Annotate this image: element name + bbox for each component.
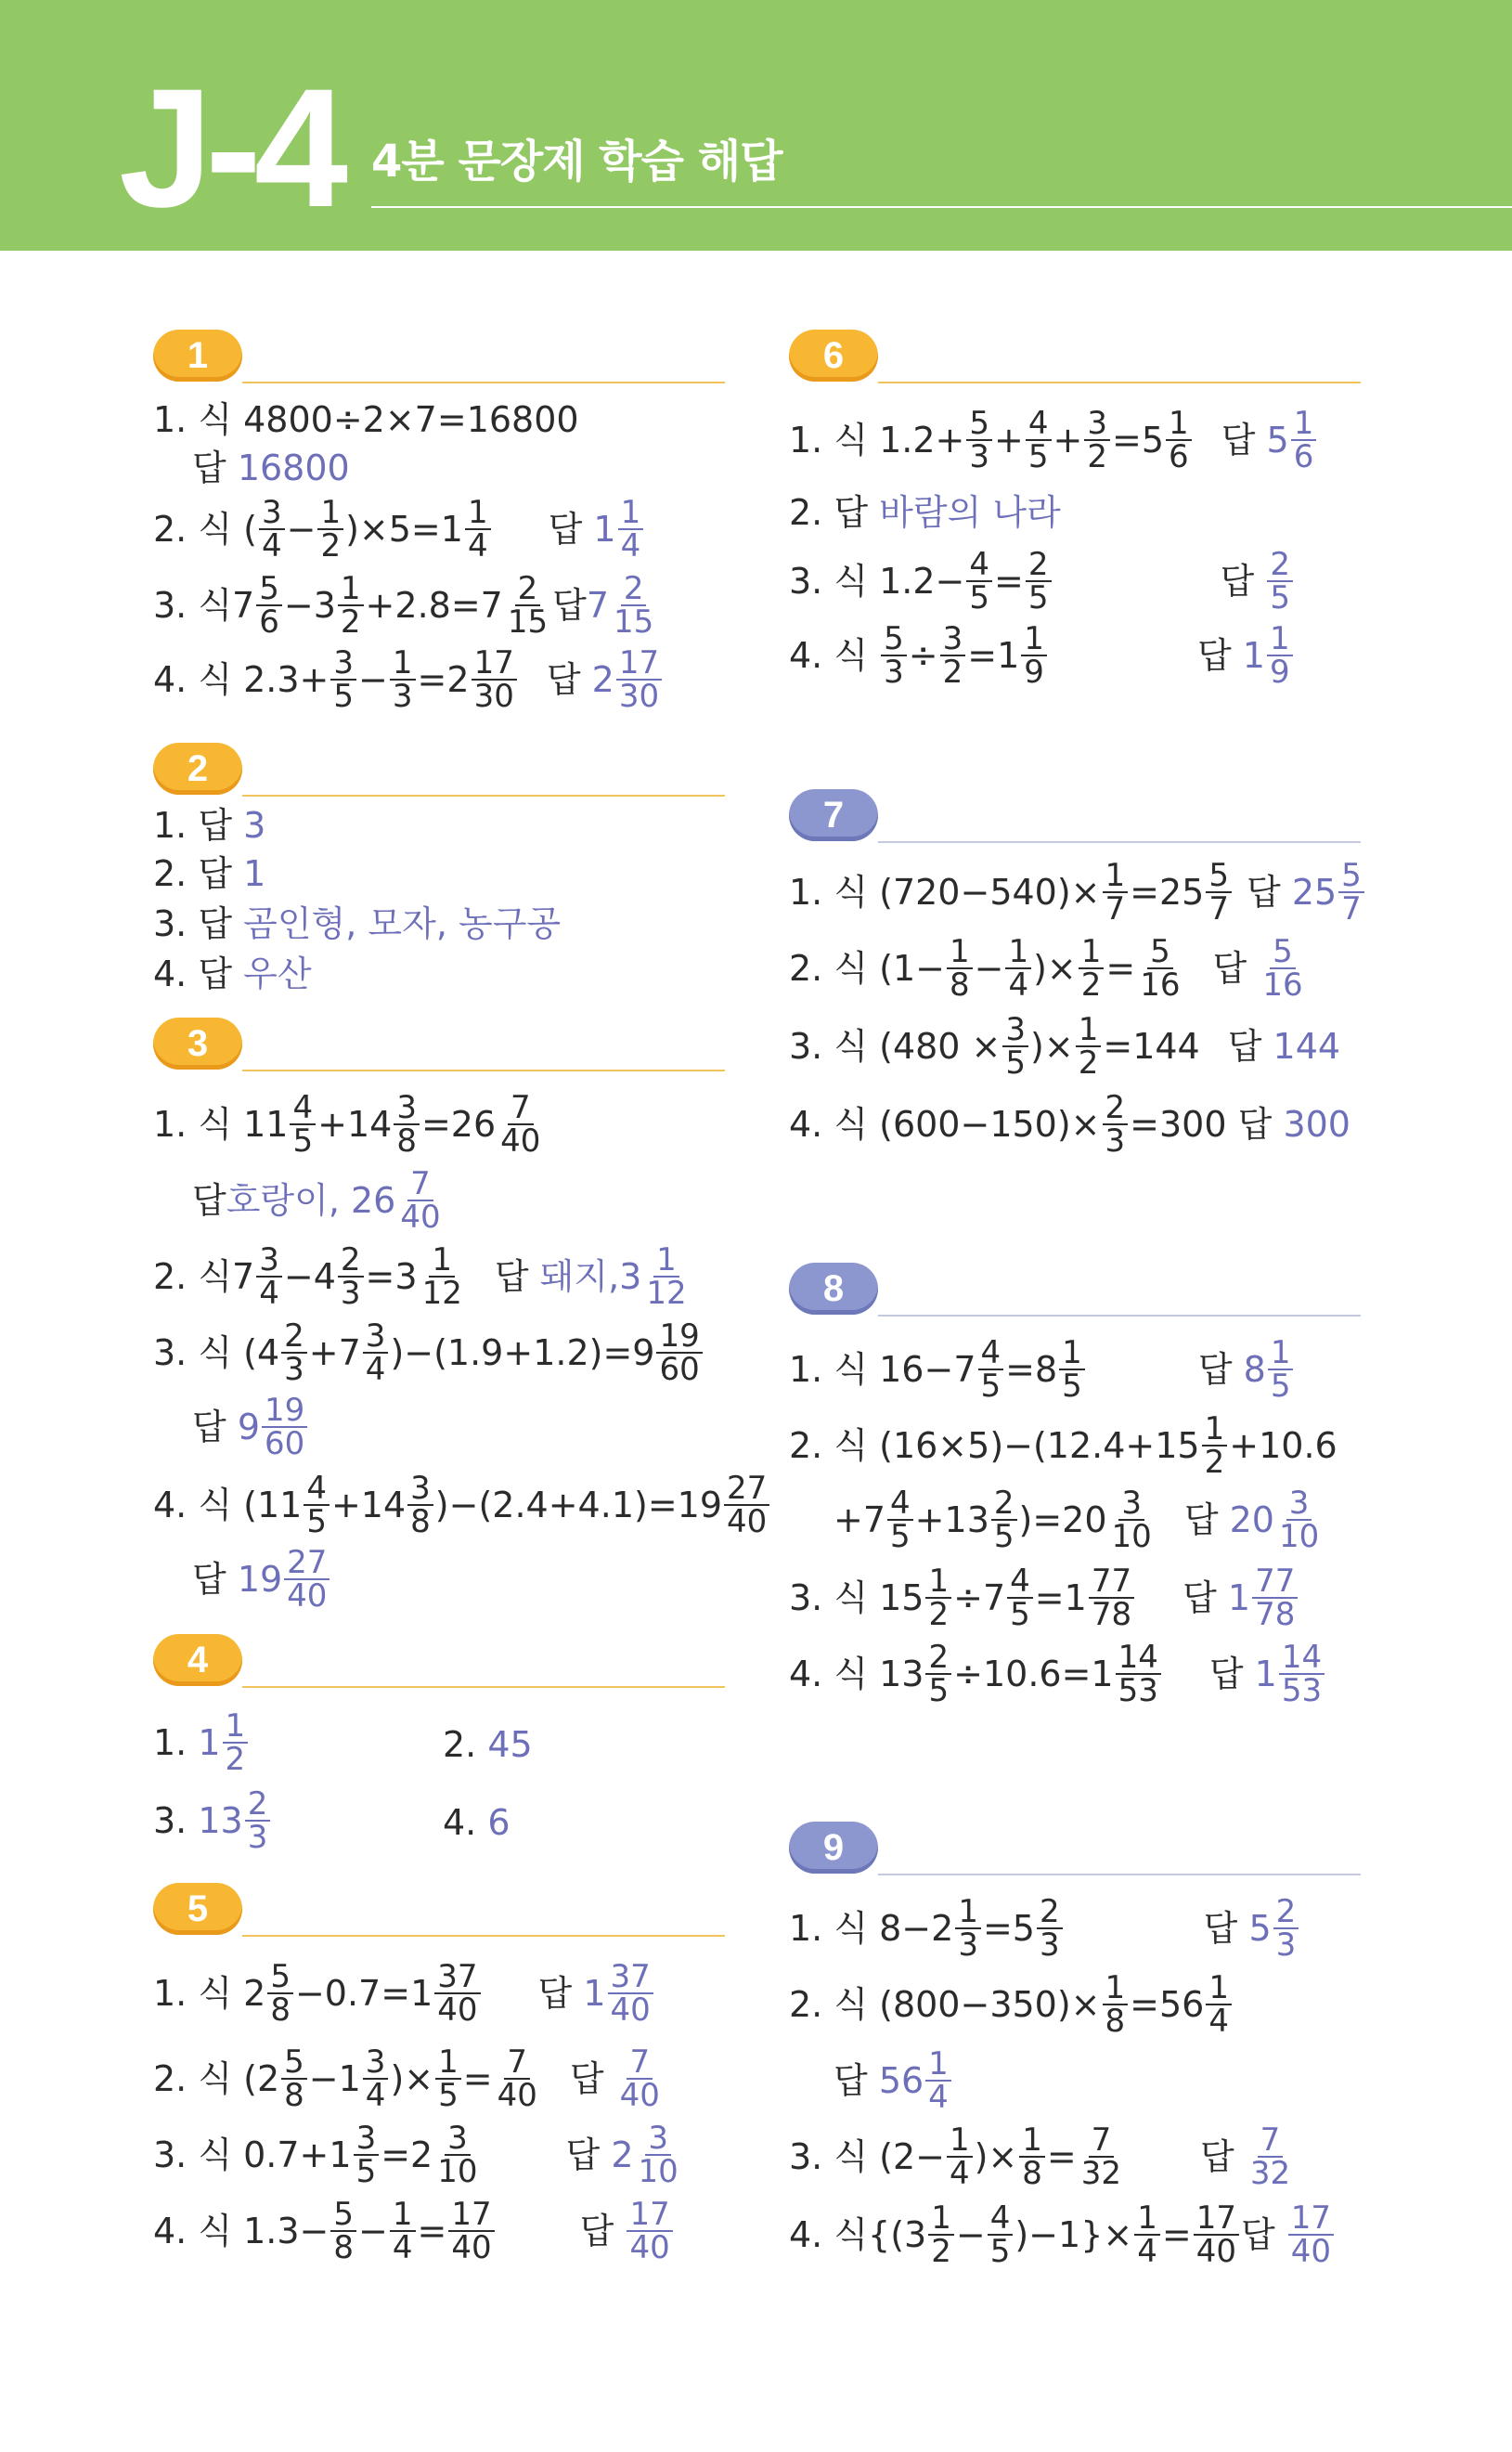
problem-line: 2. 식 ( $\frac{3}{4}$ − $\frac{1}{2}$ )×5=1 $\frac{1}{4}$ 답 1 $\frac{1}{4}$: [153, 497, 645, 562]
section-header: [789, 330, 1439, 385]
problem-line: 1. 식 (720−540)× $\frac{1}{7}$ =25 $\frac{5}{7}$ 답 25 $\frac{5}{7}$: [789, 860, 1366, 925]
header-rule: [371, 206, 1512, 208]
section-8: [789, 1263, 1439, 1709]
problem-line: 1. 식 8−2 $\frac{1}{3}$ =5 $\frac{2}{3}$ 답 5 $\frac{2}{3}$: [789, 1896, 1300, 1961]
answer-line: [192, 450, 350, 486]
section-rule: [242, 1070, 725, 1071]
page-header: [0, 0, 1512, 251]
problem-line: 4. 답 우산: [153, 954, 312, 994]
section-rule: [242, 1935, 725, 1937]
section-3: [153, 1018, 803, 1615]
section-header: [153, 330, 803, 385]
problem-line: 3. 식 1.2− $\frac{4}{5}$ = $\frac{2}{5}$ 답 $\frac{2}{5}$: [789, 549, 1295, 614]
section-badge: 3: [153, 1018, 242, 1070]
problem-line: 1. 식 16−7 $\frac{4}{5}$ =8 $\frac{1}{5}$ 답 8 $\frac{1}{5}$: [789, 1337, 1295, 1402]
problem-line: 2. 식 (2 $\frac{5}{8}$ −1 $\frac{3}{4}$ )× $\frac{1}{5}$ = $\frac{7}{40}$ 답 $\frac{7}{40}$: [153, 2043, 660, 2114]
problem-line: 2. 식7 $\frac{3}{4}$ −4 $\frac{2}{3}$ =3 $\frac{1}{12}$ 답 돼지,3 $\frac{1}{12}$: [153, 1241, 687, 1312]
problem-line: 1. 1 $\frac{1}{2}$: [153, 1710, 250, 1775]
section-badge: 5: [153, 1883, 242, 1935]
problem-line: 4. 6: [443, 1802, 510, 1843]
problem-line: 4. 식 (600−150)× $\frac{2}{3}$ =300 답 300: [789, 1089, 1350, 1160]
section-9: [789, 1822, 1439, 2270]
section-rule: [242, 795, 725, 797]
problem-line: 3. 13 $\frac{2}{3}$: [153, 1788, 272, 1853]
answer-line: 답 19 $\frac{27}{40}$: [192, 1547, 331, 1612]
problem-line: 3. 식 0.7+1 $\frac{3}{5}$ =2 $\frac{3}{10}$ 답 2 $\frac{3}{10}$: [153, 2120, 678, 2190]
problem-line: 3. 식 15 $\frac{1}{2}$ ÷7 $\frac{4}{5}$ =1 $\frac{77}{78}$ 답 1 $\frac{77}{78}$: [789, 1565, 1299, 1630]
problem-line: 2. 답 바람의 나라: [789, 492, 1061, 533]
problem-line: 1. 식 11 $\frac{4}{5}$ +14 $\frac{3}{8}$ =26 $\frac{7}{40}$: [153, 1089, 541, 1160]
problem-line: 4. 식 13 $\frac{2}{5}$ ÷10.6=1 $\frac{14}{53}$ 답 1 $\frac{14}{53}$: [789, 1641, 1326, 1706]
section-header: [789, 1263, 1439, 1318]
section-header: [153, 743, 803, 798]
problem-line: [153, 399, 579, 440]
section-4: [153, 1634, 803, 1856]
section-badge: 4: [153, 1634, 242, 1686]
problem-line: 1. 식 1.2+ $\frac{5}{3}$ + $\frac{4}{5}$ + $\frac{3}{2}$ =5 $\frac{1}{6}$ 답 5 $\frac{1}{6}$: [789, 408, 1318, 473]
problem-line: 2. 답 1: [153, 853, 266, 894]
answer-line: 답 56 $\frac{1}{4}$: [834, 2048, 953, 2113]
section-5: [153, 1883, 803, 2266]
problem-line: 4. 식 2.3+ $\frac{3}{5}$ − $\frac{1}{3}$ =2 $\frac{17}{30}$ 답 2 $\frac{17}{30}$: [153, 647, 664, 712]
problem-line: 2. 식 (1− $\frac{1}{8}$ − $\frac{1}{4}$ )× $\frac{1}{2}$ = $\frac{5}{16}$ 답 $\frac{5}{16}$: [789, 933, 1303, 1004]
problem-line: 4. 식 1.3− $\frac{5}{8}$ − $\frac{1}{4}$ = $\frac{17}{40}$ 답 $\frac{17}{40}$: [153, 2199, 675, 2264]
page-title: 4분 문장제 학습 해답: [371, 136, 782, 188]
section-badge: 2: [153, 743, 242, 795]
section-rule: [878, 382, 1361, 383]
problem-line: 3. 식 (4 $\frac{2}{3}$ +7 $\frac{3}{4}$ )−(1.9+1.2)=9 $\frac{19}{60}$: [153, 1320, 704, 1385]
problem-line-continued: +7 $\frac{4}{5}$ +13 $\frac{2}{5}$ )=20 $\frac{3}{10}$ 답 20 $\frac{3}{10}$: [834, 1485, 1320, 1555]
section-badge: 8: [789, 1263, 878, 1315]
answer-line: 답 9 $\frac{19}{60}$: [192, 1395, 309, 1460]
problem-line: 2. 식 (800−350)× $\frac{1}{8}$ =56 $\frac{1}{4}$: [789, 1972, 1234, 2037]
problem-line: 4. 식 (11 $\frac{4}{5}$ +14 $\frac{3}{8}$ )−(2.4+4.1)=19 $\frac{27}{40}$: [153, 1472, 771, 1537]
section-rule: [878, 1315, 1361, 1317]
section-badge: 7: [789, 789, 878, 841]
problem-line: 2. 식 (16×5)−(12.4+15 $\frac{1}{2}$ +10.6: [789, 1410, 1338, 1481]
answer-label: 답: [192, 448, 226, 488]
section-rule: [878, 1874, 1361, 1875]
problem-line: 3. 식7 $\frac{5}{6}$ −3 $\frac{1}{2}$ +2.8=7 $\frac{2}{15}$ 답 7 $\frac{2}{15}$: [153, 570, 654, 641]
problem-line: 1. 식 2 $\frac{5}{8}$ −0.7=1 $\frac{37}{40}$ 답 1 $\frac{37}{40}$: [153, 1961, 655, 2026]
section-rule: [242, 1686, 725, 1688]
answer-value: 16800: [237, 448, 350, 488]
section-badge: 6: [789, 330, 878, 382]
section-header: [153, 1634, 803, 1690]
section-7: [789, 789, 1439, 1160]
unit-code: J-4: [119, 53, 342, 242]
problem-expression: 1. 식 4800÷2×7=16800: [153, 399, 579, 440]
section-badge: 9: [789, 1822, 878, 1874]
problem-line: 4. 식 $\frac{5}{3}$ ÷ $\frac{3}{2}$ =1 $\frac{1}{9}$ 답 1 $\frac{1}{9}$: [789, 623, 1295, 688]
problem-line: 4. 식{(3 $\frac{1}{2}$ − $\frac{4}{5}$ )−1}× $\frac{1}{4}$ = $\frac{17}{40}$ 답 $\frac{17}{40}$: [789, 2202, 1336, 2267]
section-header: [789, 789, 1439, 845]
answer-line: 답 호랑이, 26 $\frac{7}{40}$: [192, 1165, 441, 1236]
section-1: [153, 330, 803, 715]
section-2: [153, 743, 803, 994]
section-header: [789, 1822, 1439, 1877]
section-rule: [878, 841, 1361, 843]
problem-line: 3. 답 곰인형, 모자, 농구공: [153, 903, 562, 944]
section-rule: [242, 382, 725, 383]
problem-line: 3. 식 (2− $\frac{1}{4}$ )× $\frac{1}{8}$ = $\frac{7}{32}$ 답 $\frac{7}{32}$: [789, 2121, 1291, 2192]
section-badge: 1: [153, 330, 242, 382]
problem-line: 1. 답 3: [153, 805, 266, 846]
section-header: [153, 1018, 803, 1073]
section-6: [789, 330, 1439, 691]
problem-line: 2. 45: [443, 1724, 533, 1765]
section-header: [153, 1883, 803, 1939]
problem-line: 3. 식 (480 × $\frac{3}{5}$ )× $\frac{1}{2}$ =144 답 144: [789, 1011, 1341, 1082]
